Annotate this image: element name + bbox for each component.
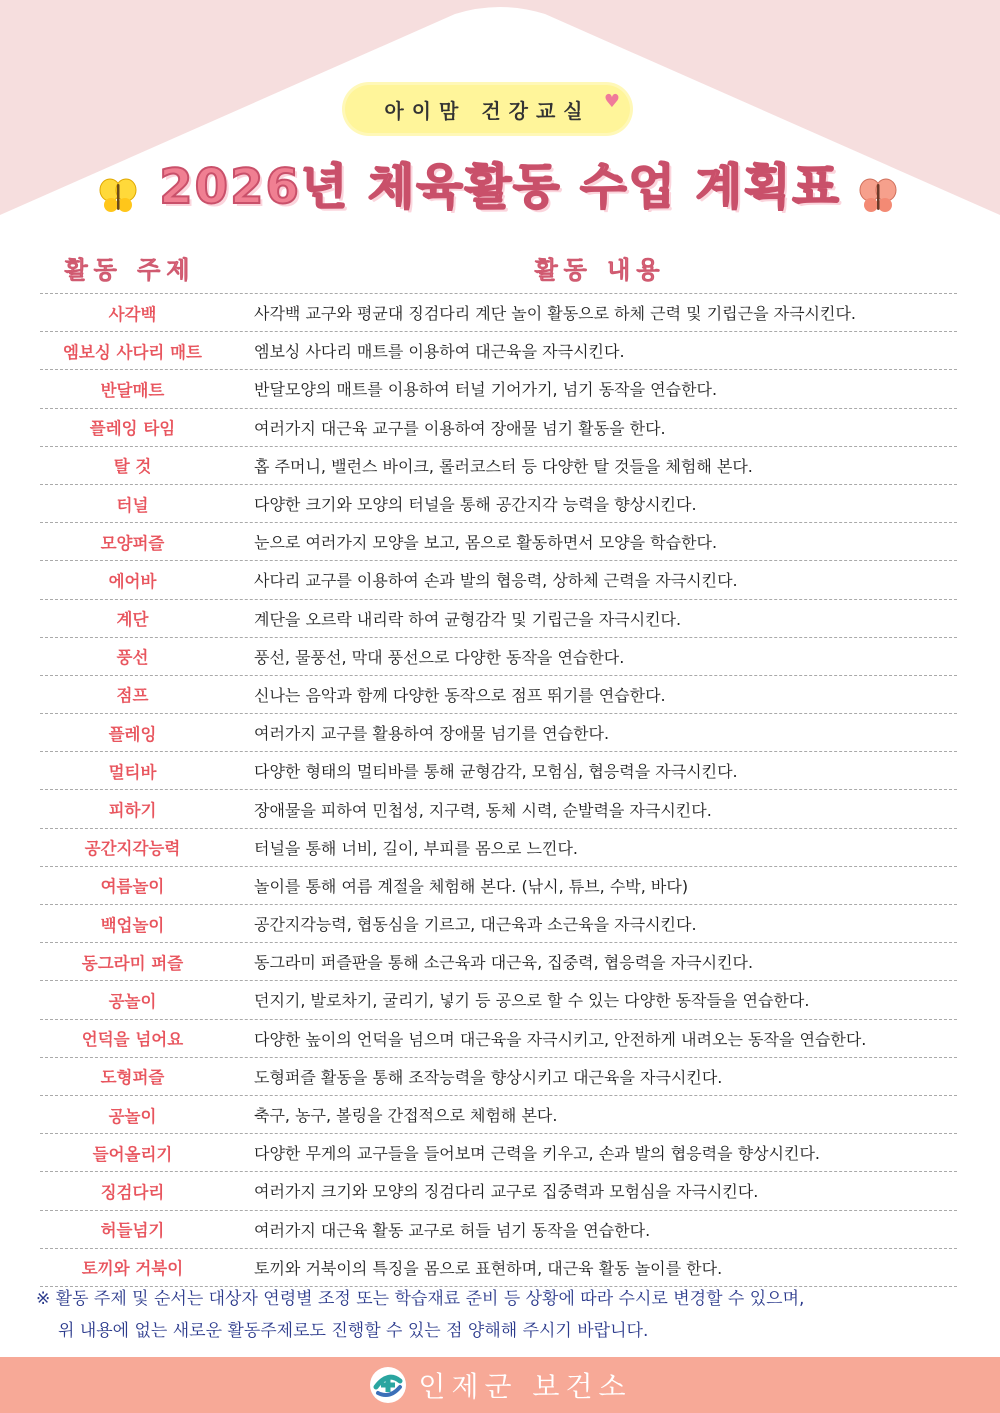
activity-content: 도형퍼즐 활동을 통해 조작능력을 향상시키고 대근육을 자극시킨다. [254, 1067, 723, 1087]
activity-topic: 공간지각능력 [84, 839, 181, 859]
table-row [40, 293, 957, 331]
activity-content: 여러가지 대근육 교구를 이용하여 장애물 넘기 활동을 한다. [254, 418, 666, 438]
activity-content: 다양한 무게의 교구들을 들어보며 근력을 키우고, 손과 발의 협응력을 향상시킨다. [254, 1144, 820, 1164]
activity-content: 사각백 교구와 평균대 징검다리 계단 놀이 활동으로 하체 근력 및 기립근을 자극시킨다. [254, 304, 856, 324]
activity-table [40, 293, 957, 1287]
activity-content: 계단을 오르락 내리락 하여 균형감각 및 기립근을 자극시킨다. [254, 609, 682, 629]
table-row [40, 599, 957, 637]
activity-topic: 도형퍼즐 [100, 1068, 165, 1088]
activity-topic: 허들넘기 [100, 1221, 165, 1241]
activity-topic: 공놀이 [108, 1106, 157, 1126]
table-row [40, 1133, 957, 1171]
activity-topic: 토끼와 거북이 [81, 1259, 184, 1279]
activity-content: 축구, 농구, 볼링을 간접적으로 체험해 본다. [254, 1106, 558, 1126]
activity-content: 신나는 음악과 함께 다양한 동작으로 점프 뛰기를 연습한다. [254, 685, 666, 705]
activity-content: 여러가지 대근육 활동 교구로 허들 넘기 동작을 연습한다. [254, 1220, 651, 1240]
column-header-content: 활동 내용 [534, 256, 666, 284]
notice-line-2: 위 내용에 없는 새로운 활동주제로도 진행할 수 있는 점 양해해 주시기 바랍니다. [58, 1321, 649, 1341]
activity-topic: 사각백 [108, 304, 157, 324]
activity-topic: 플레잉 [108, 724, 157, 744]
activity-topic: 피하기 [108, 801, 157, 821]
activity-content: 동그라미 퍼즐판을 통해 소근육과 대근육, 집중력, 협응력을 자극시킨다. [254, 953, 754, 973]
health-center-logo-icon [368, 1365, 408, 1405]
activity-content: 여러가지 크기와 모양의 징검다리 교구로 집중력과 모험심을 자극시킨다. [254, 1182, 759, 1202]
butterfly-icon [98, 176, 138, 216]
notice [36, 1283, 976, 1347]
table-row [40, 1057, 957, 1095]
activity-topic: 모양퍼즐 [100, 533, 165, 553]
butterfly-icon [858, 176, 898, 216]
activity-content: 놀이를 통해 여름 계절을 체험해 본다. (낚시, 튜브, 수박, 바다) [254, 876, 689, 896]
activity-content: 터널을 통해 너비, 길이, 부피를 몸으로 느낀다. [254, 838, 578, 858]
table-row [40, 560, 957, 598]
activity-topic: 징검다리 [100, 1182, 165, 1202]
notice-line-1: ※ 활동 주제 및 순서는 대상자 연령별 조정 또는 학습재료 준비 등 상황에 따라 수시로 변경할 수 있으며, [36, 1289, 805, 1309]
table-row [40, 331, 957, 369]
table-row [40, 1210, 957, 1248]
activity-topic: 들어올리기 [92, 1144, 173, 1164]
activity-topic: 플레잉 타임 [89, 419, 176, 439]
activity-topic: 백업놀이 [100, 915, 165, 935]
activity-topic: 멀티바 [108, 762, 157, 782]
activity-topic: 탈 것 [113, 457, 152, 477]
activity-topic: 계단 [116, 610, 149, 630]
table-row [40, 484, 957, 522]
table-row [40, 1171, 957, 1209]
table-row [40, 866, 957, 904]
activity-topic: 언덕을 넘어요 [81, 1030, 184, 1050]
activity-content: 풍선, 물풍선, 막대 풍선으로 다양한 동작을 연습한다. [254, 647, 625, 667]
page-title: 2026년 체육활동 수업 계획표 [159, 159, 841, 215]
activity-content: 던지기, 발로차기, 굴리기, 넣기 등 공으로 할 수 있는 다양한 동작들을 연습한다. [254, 991, 810, 1011]
program-badge [345, 85, 630, 133]
table-row [40, 713, 957, 751]
activity-content: 엠보싱 사다리 매트를 이용하여 대근육을 자극시킨다. [254, 342, 625, 362]
activity-content: 다양한 높이의 언덕을 넘으며 대근육을 자극시키고, 안전하게 내려오는 동작을 연습한다. [254, 1029, 867, 1049]
activity-topic: 점프 [116, 686, 149, 706]
activity-content: 사다리 교구를 이용하여 손과 발의 협응력, 상하체 근력을 자극시킨다. [254, 571, 738, 591]
heart-icon: ♥ [603, 91, 620, 112]
activity-topic: 풍선 [116, 648, 149, 668]
footer [0, 1357, 1000, 1413]
activity-topic: 여름놀이 [100, 877, 165, 897]
activity-content: 공간지각능력, 협동심을 기르고, 대근육과 소근육을 자극시킨다. [254, 915, 697, 935]
activity-topic: 공놀이 [108, 991, 157, 1011]
table-row [40, 828, 957, 866]
table-row [40, 1095, 957, 1133]
program-badge-text: 아이맘 건강교실 [384, 98, 591, 123]
activity-topic: 터널 [116, 495, 149, 515]
activity-topic: 반달매트 [100, 380, 165, 400]
activity-content: 여러가지 교구를 활용하여 장애물 넘기를 연습한다. [254, 724, 610, 744]
activity-content: 반달모양의 매트를 이용하여 터널 기어가기, 넘기 동작을 연습한다. [254, 380, 718, 400]
table-row [40, 942, 957, 980]
activity-content: 토끼와 거북이의 특징을 몸으로 표현하며, 대근육 활동 놀이를 한다. [254, 1258, 723, 1278]
activity-content: 다양한 크기와 모양의 터널을 통해 공간지각 능력을 향상시킨다. [254, 495, 697, 515]
column-header-topic: 활동 주제 [64, 256, 196, 284]
table-row [40, 446, 957, 484]
activity-content: 다양한 형태의 멀티바를 통해 균형감각, 모험심, 협응력을 자극시킨다. [254, 762, 738, 782]
table-row [40, 1019, 957, 1057]
table-row [40, 751, 957, 789]
table-row [40, 789, 957, 827]
table-row [40, 522, 957, 560]
table-row [40, 369, 957, 407]
table-row [40, 408, 957, 446]
activity-topic: 엠보싱 사다리 매트 [62, 342, 202, 362]
table-row [40, 904, 957, 942]
activity-content: 장애물을 피하여 민첩성, 지구력, 동체 시력, 순발력을 자극시킨다. [254, 800, 712, 820]
activity-topic: 에어바 [108, 571, 157, 591]
footer-org-name: 인제군 보건소 [418, 1370, 632, 1403]
table-row [40, 1248, 957, 1287]
table-row [40, 980, 957, 1018]
activity-content: 홉 주머니, 밸런스 바이크, 롤러코스터 등 다양한 탈 것들을 체험해 본다. [254, 456, 753, 476]
table-row [40, 675, 957, 713]
table-row [40, 637, 957, 675]
activity-topic: 동그라미 퍼즐 [81, 953, 184, 973]
activity-content: 눈으로 여러가지 모양을 보고, 몸으로 활동하면서 모양을 학습한다. [254, 533, 718, 553]
